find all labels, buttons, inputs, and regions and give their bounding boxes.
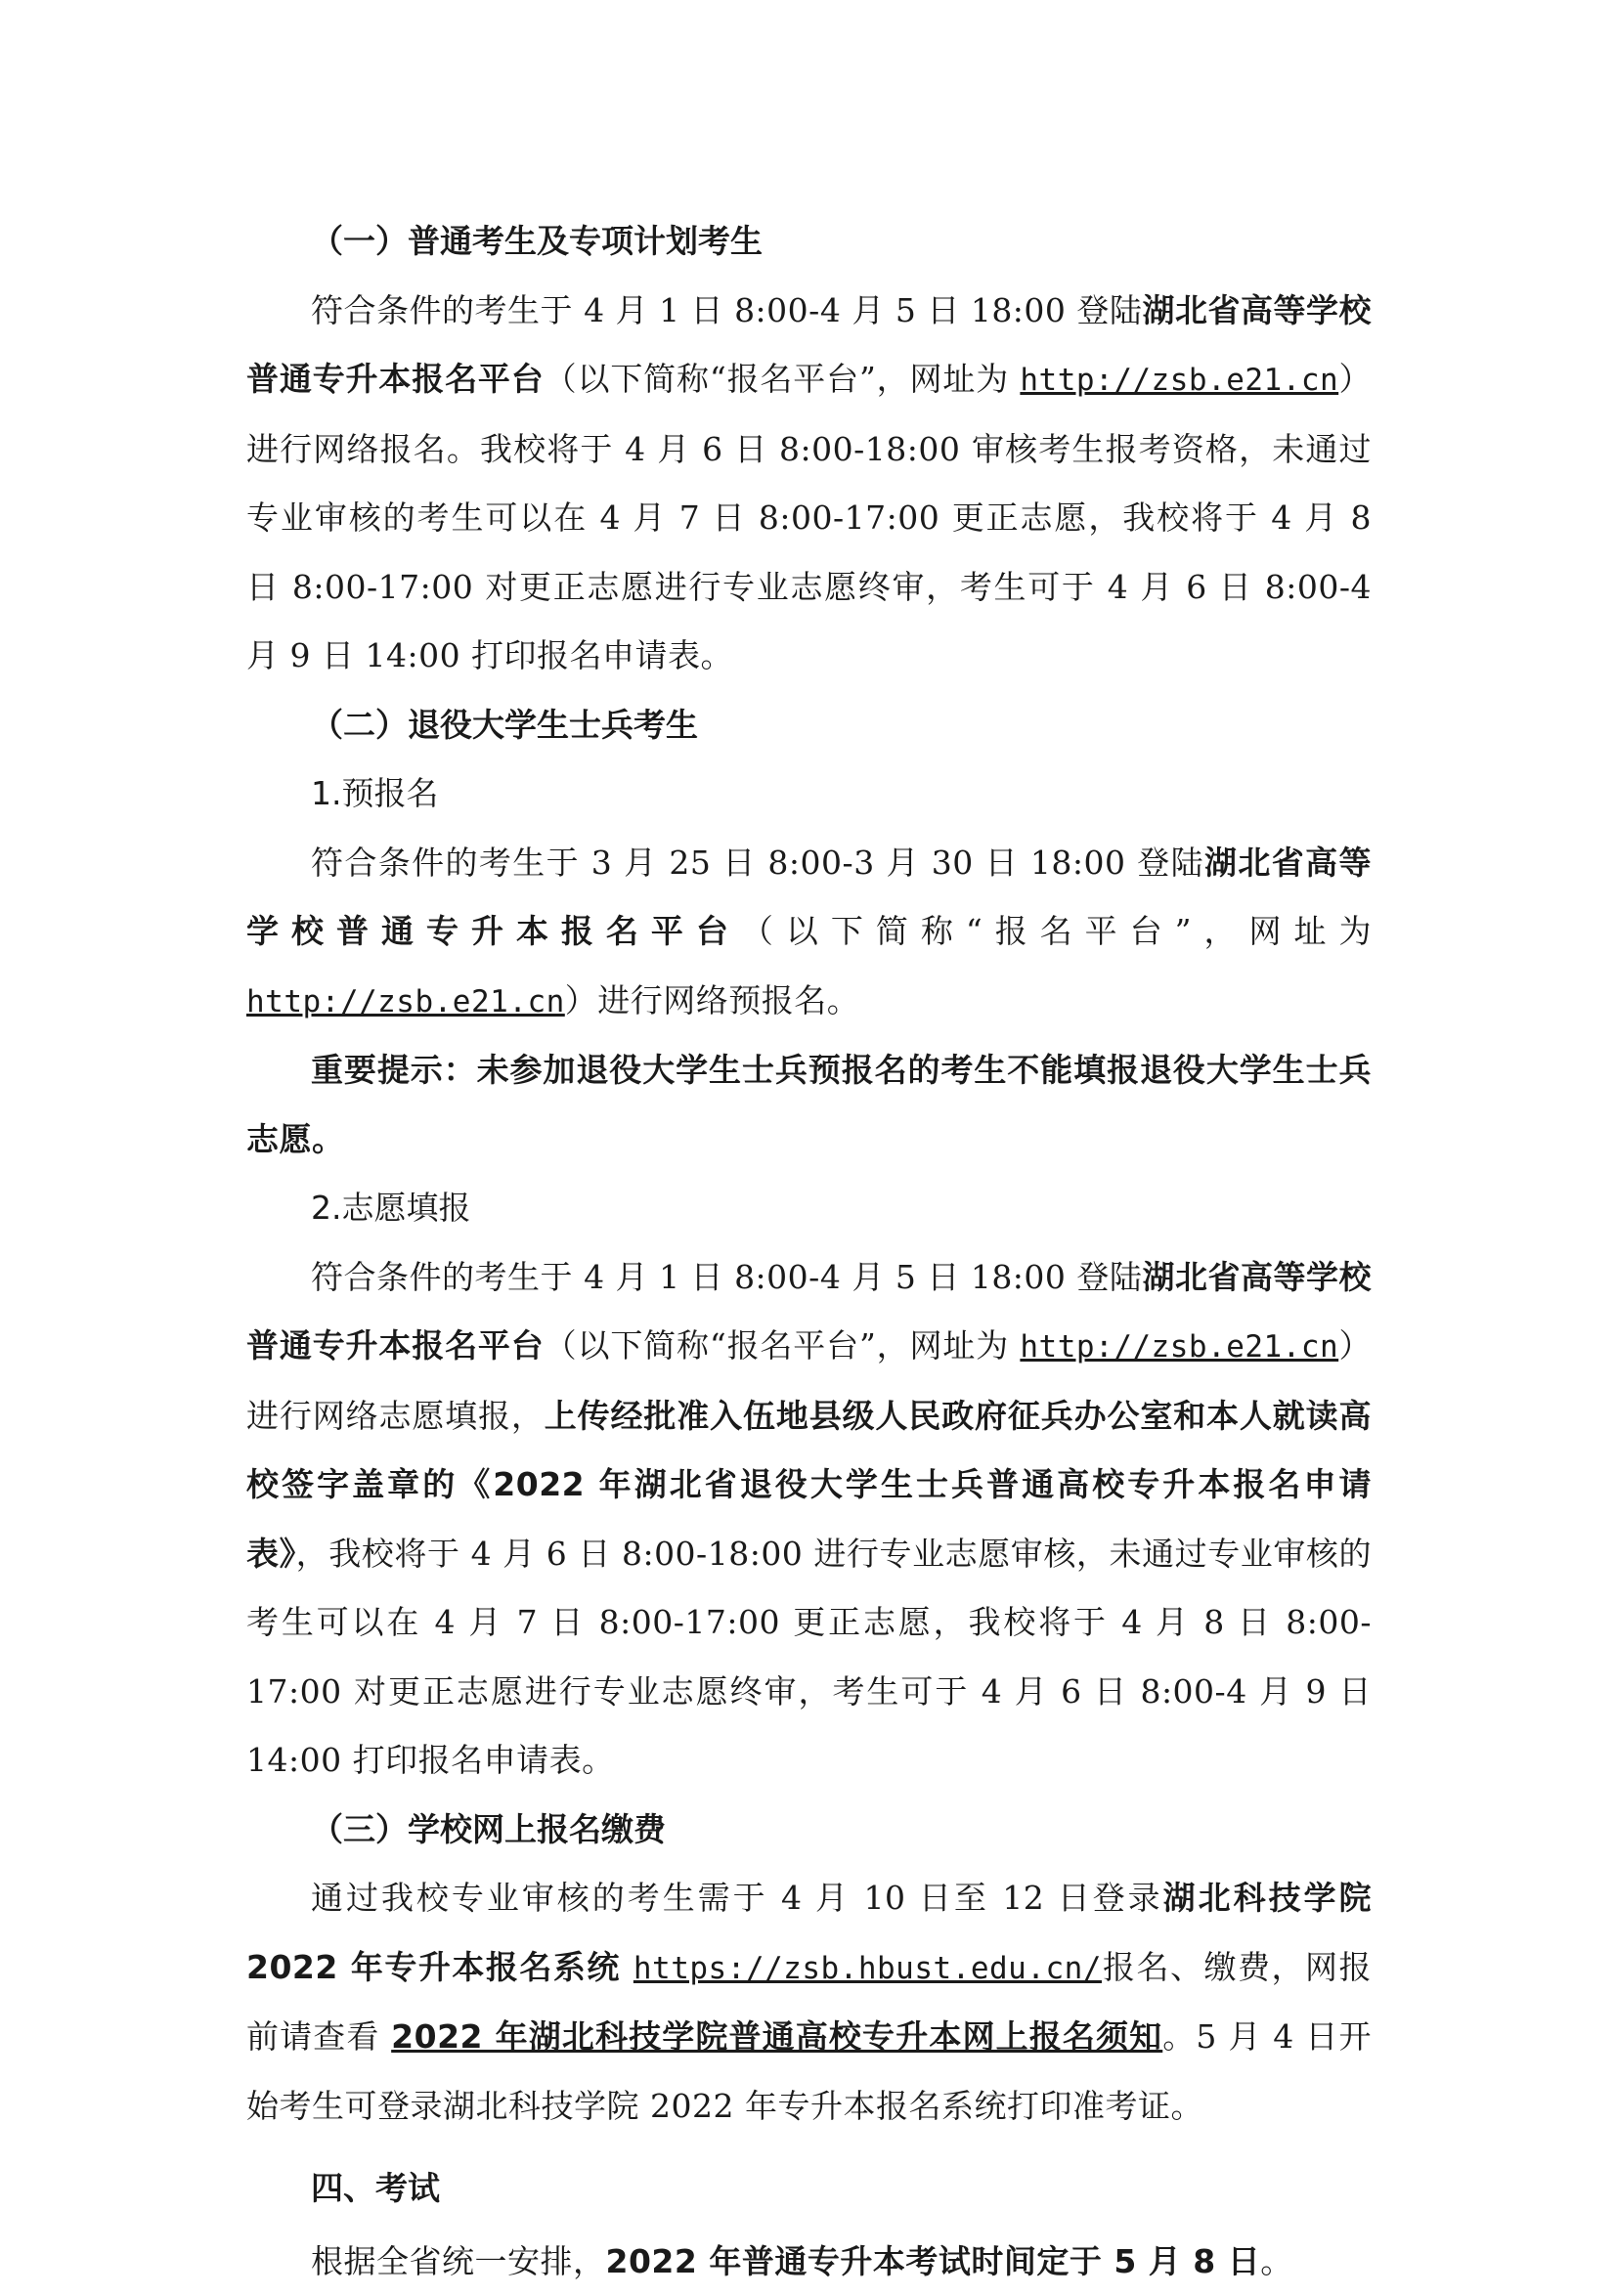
text: （以下简称“报名平台”，网址为 — [545, 1326, 1021, 1365]
text: ）进行网络志愿填报， — [246, 1326, 1372, 1435]
text: 符合条件的考生于 3 月 25 日 8:00-3 月 30 日 18:00 登陆 — [311, 844, 1204, 882]
exam-date: 2022 年普通专升本考试时间定于 5 月 8 日 — [606, 2242, 1261, 2280]
paragraph-general-registration — [246, 277, 1372, 691]
upload-requirement: 上传经批准入伍地县级人民政府征兵办公室和本人就读高校签字盖章的《2022 年湖北省退役大学生士兵普通高校专升本报名申请表》 — [246, 1397, 1372, 1573]
text: ，我校将于 4 月 6 日 8:00-18:00 进行专业志愿审核，未通过专业审核的考生可以在 4 月 7 日 8:00-17:00 更正志愿，我校将于 4 月 8 日 8:00-17:00 对更正志愿进行专业志愿终审，考生可于 4 月 6 日 8:00-4 月 9 日 14:00 打印报名申请表。 — [246, 1535, 1372, 1780]
platform-url-link[interactable]: http://zsb.e21.cn — [246, 984, 565, 1019]
paragraph-online-payment — [246, 1864, 1372, 2141]
text: 根据全省统一安排， — [311, 2242, 606, 2280]
text: （以下简称“报名平台”，网址为 — [741, 912, 1372, 950]
paragraph-exam-date — [246, 2228, 1372, 2296]
paragraph-pre-registration — [246, 829, 1372, 1037]
text: 。 — [1260, 2242, 1293, 2280]
text: 通过我校专业审核的考生需于 4 月 10 日至 12 日登录 — [311, 1879, 1163, 1917]
text: 符合条件的考生于 4 月 1 日 8:00-4 月 5 日 18:00 登陆 — [311, 291, 1142, 329]
text: ）进行网络预报名。 — [565, 981, 860, 1019]
platform-name: 湖北省高等学校普通专升本报名平台 — [246, 844, 1372, 951]
text: ）进行网络报名。我校将于 4 月 6 日 8:00-18:00 审核考生报考资格，未通过专业审核的考生可以在 4 月 7 日 8:00-17:00 更正志愿，我校将于 4 月 8 日 8:00-17:00 对更正志愿进行专业志愿终审，考生可于 4 月 6 日 8:00-4 月 9 日 14:00 打印报名申请表。 — [246, 360, 1372, 674]
paragraph-application — [246, 1243, 1372, 1796]
section-heading-2: （二）退役大学生士兵考生 — [246, 691, 1372, 760]
section-heading-3: （三）学校网上报名缴费 — [246, 1796, 1372, 1865]
section-heading-1: （一）普通考生及专项计划考生 — [246, 207, 1372, 277]
platform-url-link[interactable]: http://zsb.e21.cn — [1020, 1329, 1338, 1365]
important-notice: 重要提示：未参加退役大学生士兵预报名的考生不能填报退役大学生士兵志愿。 — [246, 1036, 1372, 1174]
subheading-pre-registration: 1.预报名 — [246, 759, 1372, 829]
text: （以下简称“报名平台”，网址为 — [545, 360, 1021, 398]
section-heading-4: 四、考试 — [246, 2154, 1372, 2224]
registration-notice-link[interactable]: 2022 年湖北科技学院普通高校专升本网上报名须知 — [391, 2017, 1162, 2056]
platform-url-link[interactable]: http://zsb.e21.cn — [1020, 363, 1338, 398]
system-name: 湖北科技学院 2022 年专升本报名系统 — [246, 1879, 1372, 1986]
text: 报名、缴费，网报前请查看 — [246, 1948, 1372, 2057]
text: 。5 月 4 日开始考生可登录湖北科技学院 2022 年专升本报名系统打印准考证。 — [246, 2017, 1372, 2125]
platform-name: 湖北省高等学校普通专升本报名平台 — [246, 291, 1372, 399]
platform-name: 湖北省高等学校普通专升本报名平台 — [246, 1258, 1372, 1365]
subheading-application: 2.志愿填报 — [246, 1174, 1372, 1243]
text: 符合条件的考生于 4 月 1 日 8:00-4 月 5 日 18:00 登陆 — [311, 1258, 1142, 1296]
system-url-link[interactable]: https://zsb.hbust.edu.cn/ — [633, 1951, 1102, 1986]
